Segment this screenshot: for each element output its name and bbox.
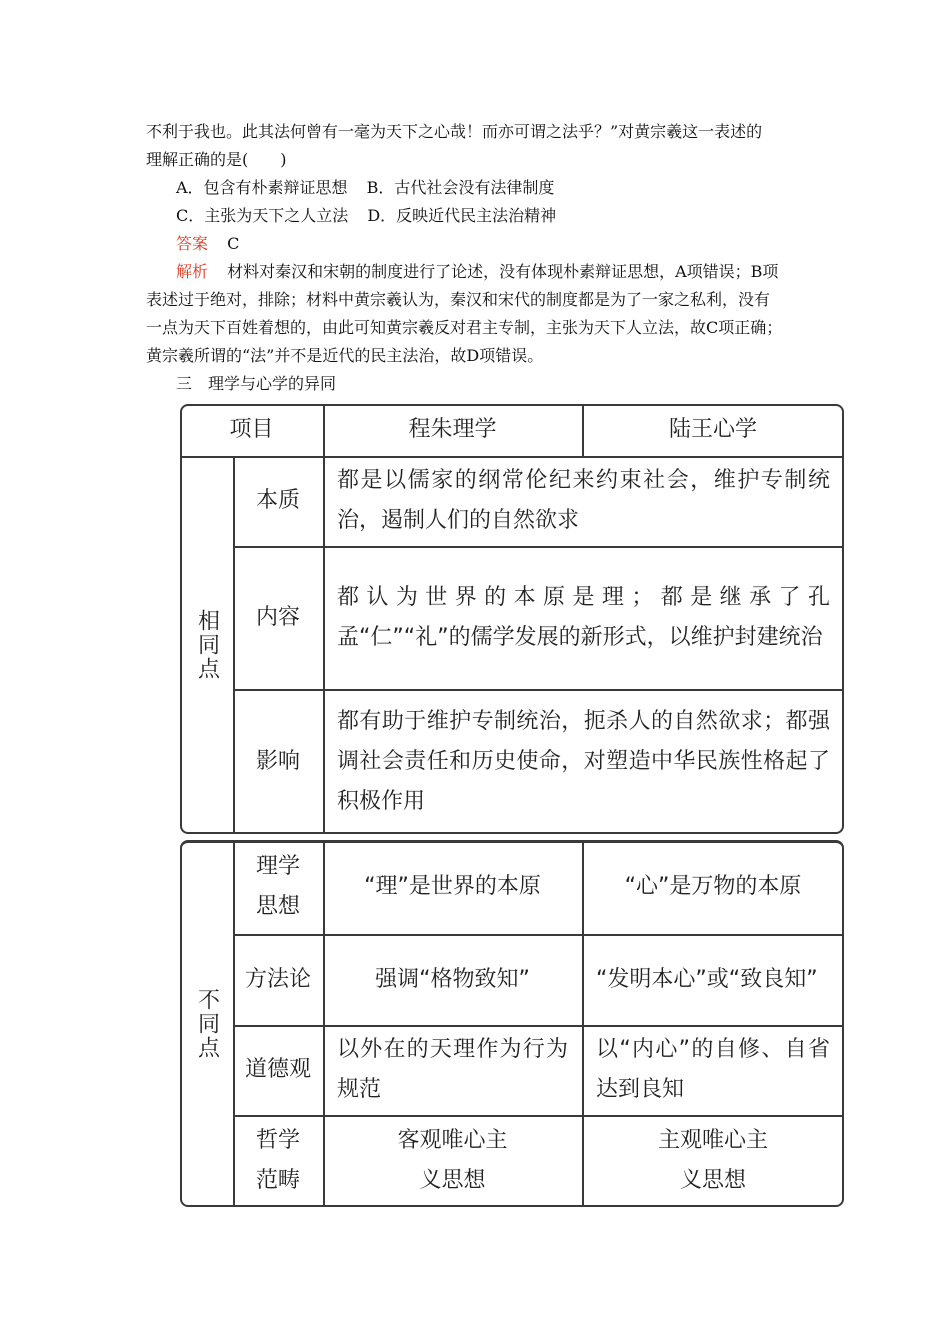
diff-row-b-1: “心”是万物的本原 bbox=[624, 874, 802, 899]
option-b: B．古代社会没有法律制度 bbox=[366, 178, 555, 197]
diff-row-label-4: 哲学范畴 bbox=[255, 1128, 300, 1193]
answer-line bbox=[176, 234, 239, 254]
option-d: D．反映近代民主法治精神 bbox=[367, 206, 557, 225]
same-row-text-3: 都有助于维护专制统治，扼杀人的自然欲求；都强调社会责任和历史使命，对塑造中华民族性格起了积极作用 bbox=[337, 708, 830, 814]
same-row-label-3: 影响 bbox=[255, 748, 300, 774]
diff-row-label-3: 道德观 bbox=[244, 1057, 311, 1082]
option-a: A．包含有朴素辩证思想 bbox=[176, 178, 348, 197]
same-row-label-1: 本质 bbox=[255, 488, 300, 513]
analysis-text-1: 材料对秦汉和宋朝的制度进行了论述，没有体现朴素辩证思想，A项错误；B项 bbox=[227, 262, 779, 281]
same-row-text-2: 都认为世界的本原是理；都是继承了孔孟“仁”“礼”的儒学发展的新形式，以维护封建统治 bbox=[337, 584, 830, 650]
question-line-1: 不利于我也。此其法何曾有一毫为天下之心哉！而亦可谓之法乎？”对黄宗羲这一表述的 bbox=[146, 122, 763, 141]
option-c: C．主张为天下之人立法 bbox=[176, 206, 349, 225]
diff-row-b-2: “发明本心”或“致良知” bbox=[596, 966, 818, 992]
header-project: 项目 bbox=[229, 417, 274, 442]
question-line-2: 理解正确的是( ) bbox=[146, 150, 287, 169]
header-chengzhu: 程朱理学 bbox=[408, 417, 497, 442]
answer-value: C bbox=[227, 234, 240, 253]
diff-row-a-3: 以外在的天理作为行为规范 bbox=[337, 1037, 568, 1102]
answer-label: 答案 bbox=[176, 234, 209, 253]
options-row-2 bbox=[176, 206, 556, 226]
same-row-label-2: 内容 bbox=[255, 604, 300, 630]
diff-row-a-2: 强调“格物致知” bbox=[375, 966, 530, 992]
diff-row-a-1: “理”是世界的本原 bbox=[364, 874, 541, 899]
analysis-line-3: 一点为天下百姓着想的，由此可知黄宗羲反对君主专制，主张为天下人立法，故C项正确； bbox=[146, 318, 783, 337]
analysis-line-4: 黄宗羲所谓的“法”并不是近代的民主法治，故D项错误。 bbox=[146, 346, 544, 365]
same-points-label: 相同点 bbox=[194, 609, 220, 681]
analysis-label: 解析 bbox=[176, 262, 209, 281]
analysis-line-1 bbox=[176, 262, 778, 282]
diff-row-b-3: 以“内心”的自修、自省达到良知 bbox=[596, 1037, 830, 1102]
same-row-text-1: 都是以儒家的纲常伦纪来约束社会，维护专制统治，遏制人们的自然欲求 bbox=[337, 468, 830, 533]
section-title: 三 理学与心学的异同 bbox=[176, 374, 337, 393]
diff-points-label: 不同点 bbox=[194, 987, 220, 1060]
analysis-line-2: 表述过于绝对，排除；材料中黄宗羲认为，秦汉和宋代的制度都是为了一家之私利，没有 bbox=[146, 290, 771, 309]
header-luwang: 陆王心学 bbox=[668, 417, 757, 442]
diff-row-a-4: 客观唯心主义思想 bbox=[397, 1128, 508, 1193]
diff-row-b-4: 主观唯心主义思想 bbox=[657, 1128, 768, 1193]
options-row-1 bbox=[176, 178, 554, 198]
diff-row-label-2: 方法论 bbox=[244, 966, 311, 992]
diff-row-label-1: 理学思想 bbox=[255, 854, 300, 919]
comparison-table bbox=[180, 404, 844, 1207]
